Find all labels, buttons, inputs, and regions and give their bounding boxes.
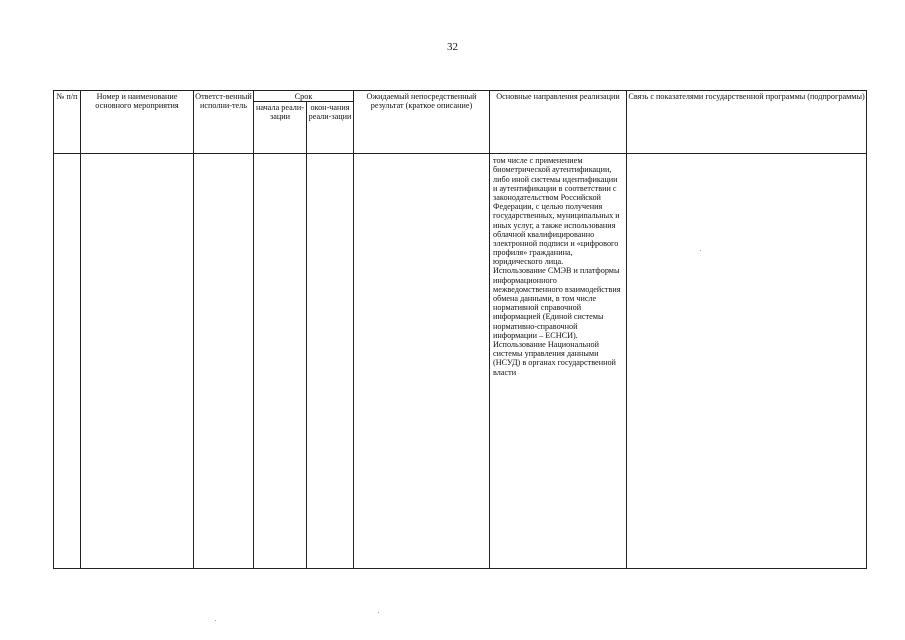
cell-term-end (307, 154, 354, 569)
header-term-end: окон-чания реали-зации (307, 102, 354, 154)
cell-num (54, 154, 81, 569)
header-executor: Ответст-венный исполни-тель (194, 91, 254, 154)
table-row (54, 154, 867, 569)
scan-speck (700, 250, 701, 251)
header-term: Срок (254, 91, 354, 102)
cell-term-start (254, 154, 307, 569)
cell-indicator-link (627, 154, 867, 569)
cell-directions (490, 154, 627, 569)
cell-activity-name (81, 154, 194, 569)
directions-paragraph: том числе с применением биометрической аутентификации, либо иной системы идентификации и аутентификации в соответствии с законодательством Российской Федерации, с целью получения государственных, муниципальных и иных услуг, а также использования облачной квалифицированно электронной подписи и «цифрового профиля» гражданина, юридического лица. (493, 156, 620, 267)
header-activity-name: Номер и наименование основного мероприятия (81, 91, 194, 154)
header-expected-result: Ожидаемый непосредственный результат (краткое описание) (354, 91, 490, 154)
cell-executor (194, 154, 254, 569)
header-term-start: начала реали-зации (254, 102, 307, 154)
directions-paragraph: Использование Национальной системы управления данными (НСУД) в органах государственной власти (493, 339, 616, 377)
header-directions: Основные направления реализации (490, 91, 627, 154)
page-number: 32 (447, 41, 458, 53)
directions-paragraph: Использование СМЭВ и платформы информационного межведомственного взаимодействия обмена данными, в том числе нормативной справочной информацией (Единой системы нормативно-справочной информации – ЕСНСИ). (493, 266, 621, 340)
header-indicator-link: Связь с показателями государственной программы (подпрограммы) (627, 91, 867, 154)
program-activities-table (53, 90, 867, 569)
header-num: № п/п (54, 91, 81, 154)
scan-speck (215, 620, 216, 621)
scan-speck (378, 612, 379, 613)
cell-expected-result (354, 154, 490, 569)
